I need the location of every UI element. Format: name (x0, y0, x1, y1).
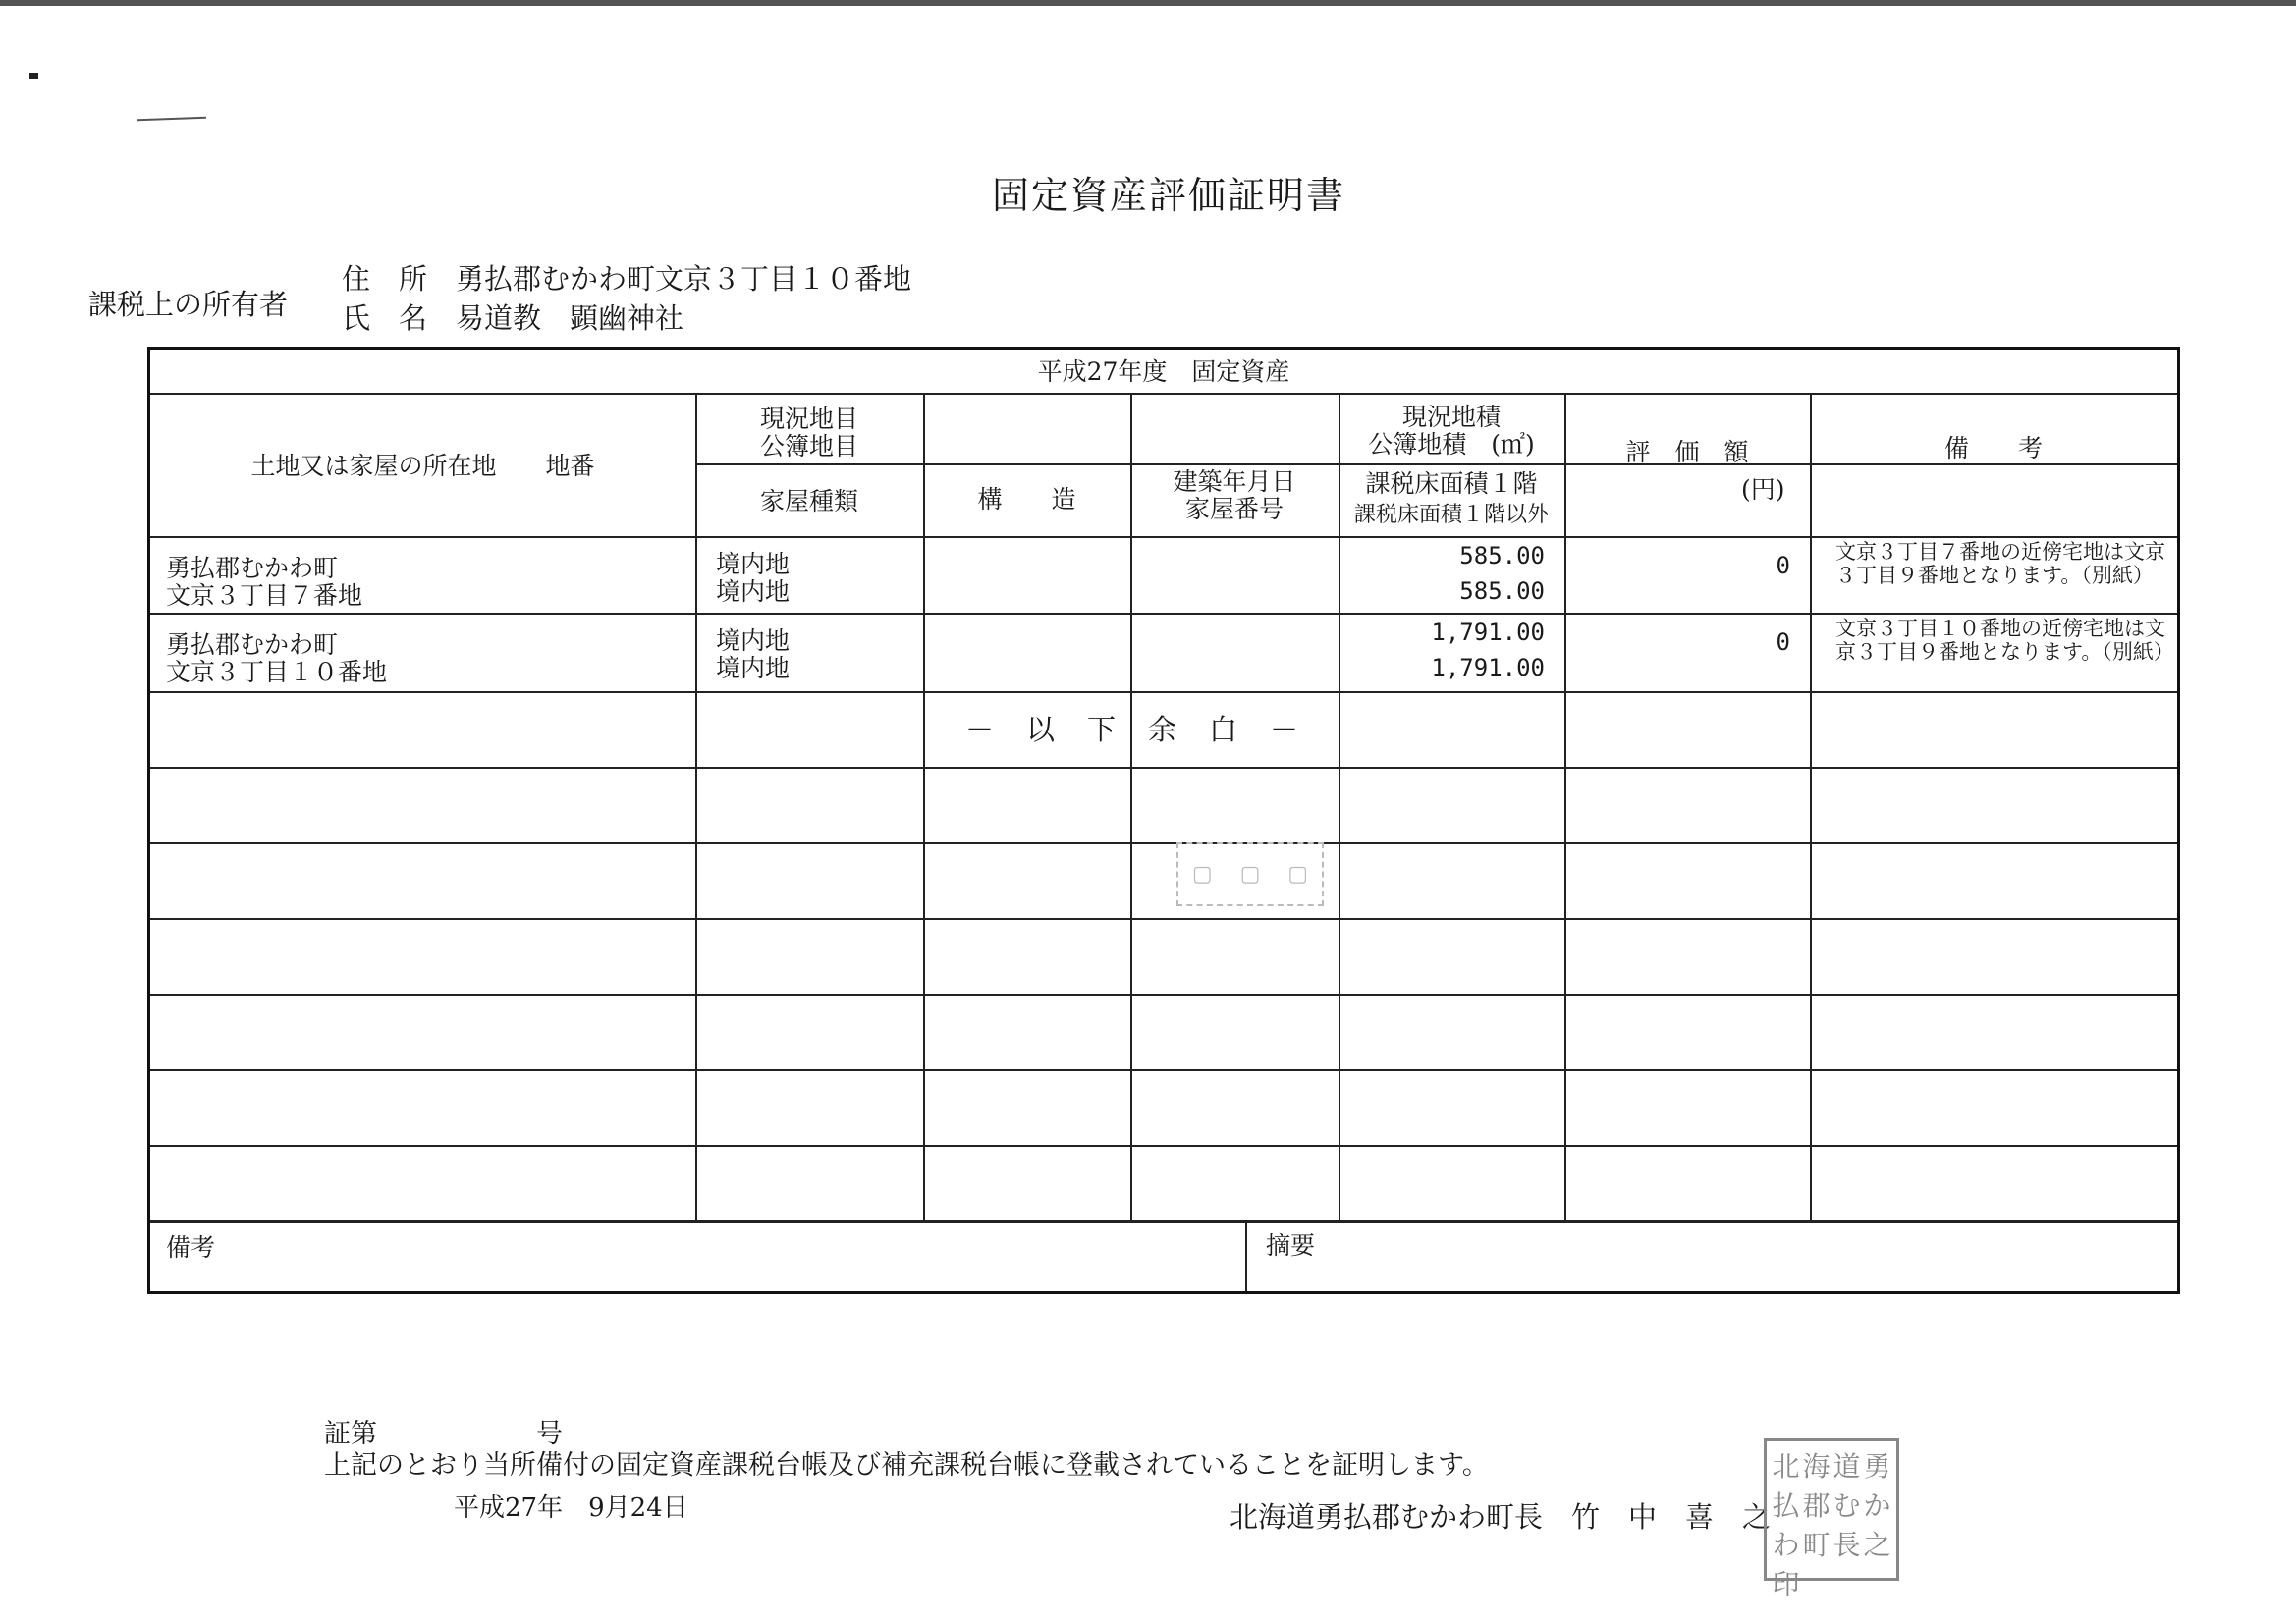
owner-label: 課税上の所有者 (88, 288, 289, 321)
header-value-unit: (円) (1741, 475, 1785, 504)
grid-line (150, 918, 2177, 920)
row1-value: 0 (1776, 552, 1790, 579)
grid-line (150, 1069, 2177, 1071)
certification-date: 平成27年 9月24日 (454, 1493, 688, 1523)
owner-address-row (342, 257, 911, 298)
header-house-type: 家屋種類 (759, 487, 858, 515)
row2-value: 0 (1776, 628, 1790, 656)
grid-line (1245, 1220, 1247, 1291)
footer-remarks-label: 備考 (166, 1233, 216, 1262)
certification-statement: 上記のとおり当所備付の固定資産課税台帳及び補充課税台帳に登載されていることを証明します。 (324, 1450, 1489, 1481)
grid-line (150, 613, 2177, 615)
footer-summary-label: 摘要 (1266, 1231, 1316, 1260)
header-structure: 構 造 (977, 485, 1076, 514)
scan-mark (29, 73, 38, 79)
scan-mark (137, 117, 206, 121)
row2-location-1: 勇払郡むかわ町 (166, 630, 339, 659)
grid-line (695, 393, 697, 1222)
address-label: 住 所 (342, 262, 428, 296)
header-land-type-registry: 公簿地目 (759, 432, 858, 460)
row1-type-2: 境内地 (716, 577, 791, 606)
header-area-current: 現況地積 (1401, 403, 1501, 431)
row1-type-1: 境内地 (716, 550, 791, 578)
row1-location-1: 勇払郡むかわ町 (166, 554, 339, 582)
issuer-name: 北海道勇払郡むかわ町長 竹 中 喜 之 (1230, 1500, 1772, 1534)
grid-line (695, 463, 2177, 465)
assessment-table (147, 347, 2180, 1294)
grid-line (150, 1145, 2177, 1147)
scan-top-edge (0, 0, 2296, 6)
grid-line (1810, 393, 1812, 1222)
row1-remarks: 文京３丁目７番地の近傍宅地は文京３丁目９番地となります。（別紙） (1835, 540, 2165, 588)
grid-line (150, 393, 2177, 395)
row1-area-1: 585.00 (1459, 542, 1545, 569)
row2-type-1: 境内地 (716, 626, 791, 655)
row1-location-2: 文京３丁目７番地 (166, 581, 363, 610)
year-header: 平成27年度 固定資産 (1037, 357, 1290, 386)
header-location: 土地又は家屋の所在地 地番 (250, 452, 595, 480)
header-land-type-current: 現況地目 (759, 405, 858, 433)
header-floor-other: 課税床面積１階以外 (1353, 503, 1549, 527)
grid-line (150, 536, 2177, 538)
faint-stamp-mark: ▢ ▢ ▢ (1176, 842, 1324, 906)
grid-line (150, 842, 2177, 844)
header-value: 評 価 額 (1625, 438, 1749, 466)
row1-area-2: 585.00 (1459, 577, 1545, 605)
row2-location-2: 文京３丁目１０番地 (166, 658, 388, 686)
owner-name-row (342, 297, 683, 337)
grid-line (150, 691, 2177, 693)
header-house-number: 家屋番号 (1184, 495, 1284, 523)
grid-line (150, 1220, 2177, 1223)
grid-line (1564, 393, 1566, 1222)
header-built-date: 建築年月日 (1173, 467, 1296, 496)
document-title: 固定資産評価証明書 (992, 174, 1346, 217)
header-floor-first: 課税床面積１階 (1365, 469, 1538, 498)
grid-line (150, 767, 2177, 769)
end-marker: － 以 下 余 白 － (965, 713, 1301, 746)
row2-type-2: 境内地 (716, 654, 791, 682)
number-suffix: 号 (536, 1419, 563, 1449)
grid-line (923, 393, 925, 1222)
official-seal: 北 海 道 勇 払 郡 む か わ 町 長 之 印 (1764, 1438, 1899, 1581)
name-label: 氏 名 (342, 301, 428, 335)
header-remarks: 備 考 (1943, 434, 2043, 462)
grid-line (150, 994, 2177, 996)
row2-area-1: 1,791.00 (1431, 619, 1545, 646)
owner-address: 勇払郡むかわ町文京３丁目１０番地 (456, 262, 912, 296)
row2-area-2: 1,791.00 (1431, 654, 1545, 681)
row2-remarks: 文京３丁目１０番地の近傍宅地は文京３丁目９番地となります。（別紙） (1835, 617, 2174, 665)
header-area-registry: 公簿地積 (㎡) (1368, 430, 1535, 459)
number-label: 証第 (324, 1419, 377, 1449)
owner-name: 易道教 顕幽神社 (456, 301, 684, 335)
